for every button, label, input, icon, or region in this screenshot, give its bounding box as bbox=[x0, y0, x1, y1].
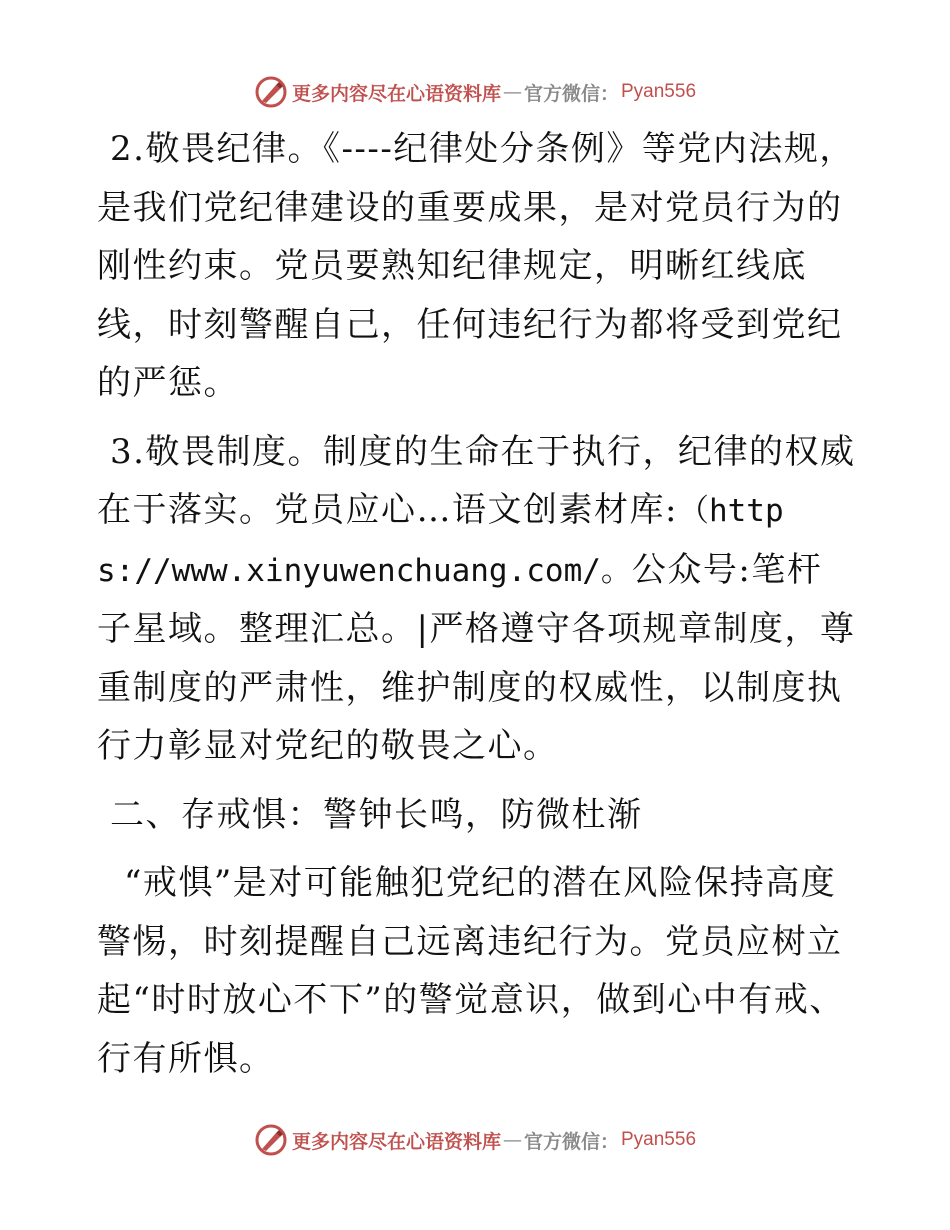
paragraph-respect-system-part2: 公众号:笔杆子星域。整理汇总。|严格遵守各项规章制度，尊重制度的严肃性，维护制度的权威性，以制度执行力彰显对党纪的敬畏之心。 bbox=[97, 549, 856, 766]
website-url: （https://www.xinyuwenchuang.com/。 bbox=[97, 493, 784, 589]
document-body bbox=[97, 120, 857, 1098]
paragraph-respect-system bbox=[97, 423, 857, 776]
paragraph-respect-system-part1: 3.敬畏制度。制度的生命在于执行，纪律的权威在于落实。党员应心…语文创素材库: bbox=[97, 431, 856, 530]
header-wechat-id: Pyan556 bbox=[621, 81, 697, 102]
footer-banner bbox=[0, 1120, 950, 1160]
pen-logo-icon bbox=[254, 75, 288, 109]
paragraph-respect-discipline: 2.敬畏纪律。《----纪律处分条例》等党内法规，是我们党纪律建设的重要成果，是对党员行为的刚性约束。党员要熟知纪律规定，明晰红线底线，时刻警醒自己，任何违纪行为都将受到党纪的严惩。 bbox=[97, 129, 855, 403]
footer-promo-text: 更多内容尽在心语资料库 bbox=[291, 1130, 501, 1153]
pen-logo-icon bbox=[254, 1123, 288, 1157]
header-separator: — bbox=[502, 81, 522, 103]
section-heading: 二、存戒惧：警钟长鸣，防微杜渐 bbox=[110, 794, 643, 835]
footer-wechat-label: 官方微信： bbox=[523, 1130, 619, 1153]
footer-wechat-id: Pyan556 bbox=[621, 1129, 697, 1150]
footer-separator: — bbox=[502, 1129, 522, 1151]
header-banner bbox=[0, 72, 950, 112]
header-wechat-label: 官方微信： bbox=[523, 82, 619, 105]
header-promo-text: 更多内容尽在心语资料库 bbox=[291, 82, 501, 105]
paragraph-vigilance: “戒惧”是对可能触犯党纪的潜在风险保持高度警惕，时刻提醒自己远离违纪行为。党员应树立起“时时放心不下”的警觉意识，做到心中有戒、行有所惧。 bbox=[97, 863, 845, 1079]
